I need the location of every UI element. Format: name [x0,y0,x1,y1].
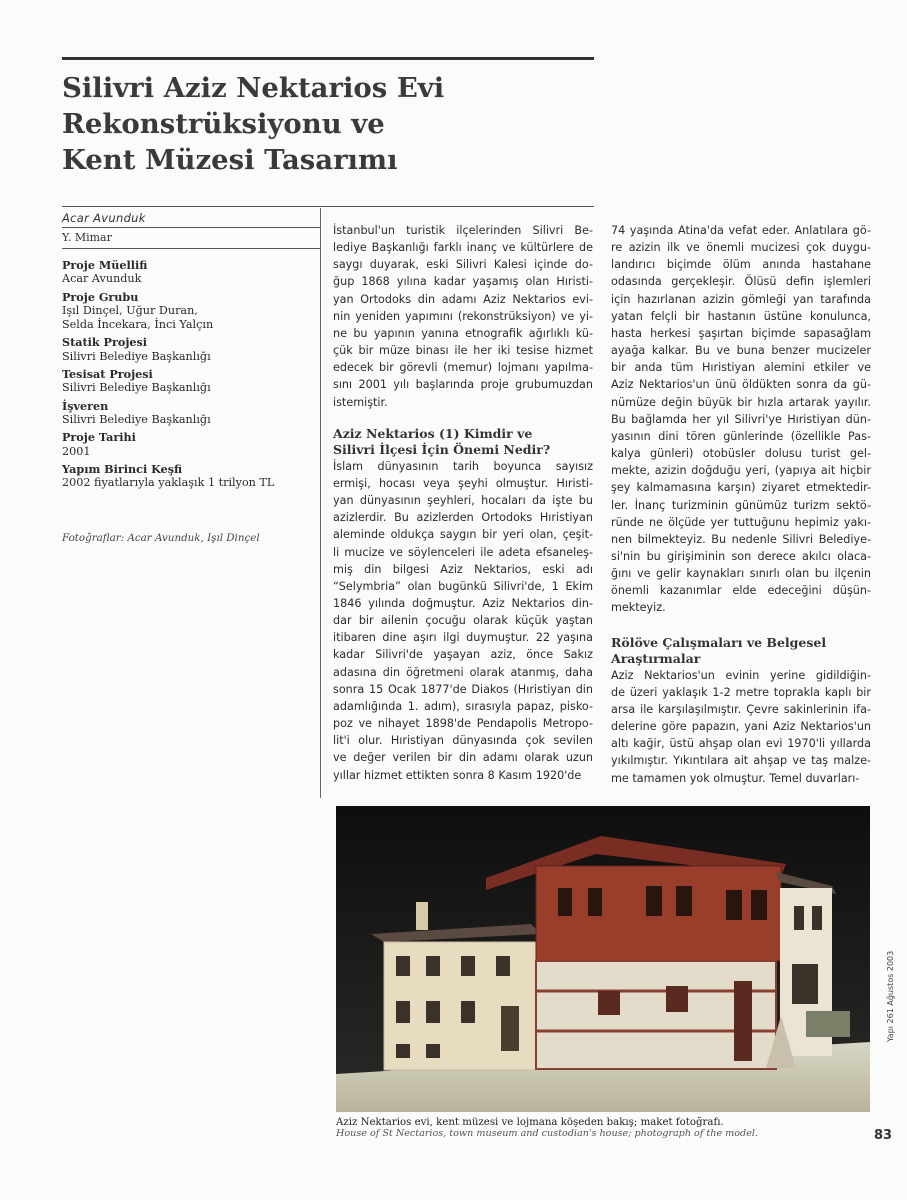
text-line: landırıcı biçimde ölüm anında hastahane [611,258,871,272]
text-line: Bu bağlamda her yıl Silivri'ye Hıristiyan dün- [611,412,871,426]
text-line: 74 yaşında Atina'da vefat eder. Anlatılara gö- [611,224,871,237]
credit-item [62,335,312,364]
text-line: adasına din öğretmeni olarak atanmış, daha [333,665,593,679]
credit-item [62,399,312,428]
text-line: yan dünyasının şeyhleri, hocaları da işte bu [333,494,593,508]
credit-item [62,462,312,491]
photo-credit: Fotoğraflar: Acar Avunduk, Işıl Dinçel [62,532,260,544]
column-divider [320,208,321,798]
role-rule [62,248,320,249]
text-line: odasında gerçekleşir. Ölüsü defin işlemleri [611,275,871,289]
title-line: Kent Müzesi Tasarımı [62,144,398,176]
credit-value: Selda İncekara, İnci Yalçın [62,318,214,332]
text-line: için hazırlanan azizin gömleği yan tarafında [611,292,871,306]
text-line: 1846 yılında doğmuştur. Aziz Nektarios din- [333,596,593,610]
text-line: ve değer verilen bir din adamı olarak uzun [333,751,593,765]
text-line: de üzeri yaklaşık 1-2 metre toprakla kaplı bir [611,685,871,699]
text-line: yıllar hizmet ettikten sonra 8 Kasım 1920'de [333,768,582,782]
text-line: edecek bir görevli (memur) lojmanı yapılma- [333,361,593,375]
text-line: yatan felçli bir hastanın üstüne konulunca, [611,309,871,323]
heading-line: Araştırmalar [611,650,701,666]
intro-paragraph [333,222,593,411]
credit-value: 2002 fiyatlarıyla yaklaşık 1 trilyon TL [62,476,275,490]
text-line: ne bu yapının yanına etnografik ağırlıklı kü- [333,326,593,340]
credit-value: Acar Avunduk [62,272,142,286]
credit-label: Tesisat Projesi [62,367,153,382]
page-number: 83 [874,1128,893,1143]
text-line: çük bir müze binası ile her iki tesise hizmet [333,344,593,358]
section-heading [333,426,593,458]
credit-item [62,430,312,459]
title-line: Silivri Aziz Nektarios Evi [62,72,445,104]
photo-caption [336,1117,876,1139]
credit-label: Proje Tarihi [62,430,136,445]
text-line: altı kağir, üstü ahşap olan evi 1970'li yıllarda [611,737,871,751]
credit-value: Silivri Belediye Başkanlığı [62,412,211,426]
credit-label: Proje Müellifi [62,258,148,272]
text-line: si'nin bu girişiminin son derece akılcı olaca- [611,549,871,563]
title-line: Rekonstrüksiyonu ve [62,108,385,140]
text-line: İslam dünyasının tarih boyunca sayısız [333,459,593,473]
text-line: lediye Başkanlığı farklı inanç ve kültürlere de [333,241,593,255]
text-line: kadar Silivri'de yaşayan aziz, önce Sakız [333,648,593,662]
issue-info: Yapı 261 Ağustos 2003 [886,950,895,1042]
body-paragraph [611,667,871,787]
caption-english: House of St Nectarios, town museum and custodian's house; photograph of the model. [336,1128,758,1139]
text-line: me tamamen yok olmuştur. Temel duvarları- [611,771,860,785]
credit-label: Proje Grubu [62,289,139,304]
text-line: mekteyiz. [611,601,666,615]
text-line: ayağa kalkar. Bu ve buna benzer mucizeler [611,344,871,358]
text-line: lit'i olur. Hıristiyan dünyasında çok sevilen [333,734,593,748]
credit-label: Yapım Birinci Keşfi [62,461,183,476]
text-line: bir anda tüm Hıristiyan alemini etkiler ve [611,361,871,375]
text-line: li mucize ve söylenceleri ile adeta efsaneleş- [333,545,593,559]
text-line: hasta herkesi şaşırtan biçimde sapasağlam [611,326,871,340]
model-photo [336,806,870,1112]
text-line: poz ve nihayet 1898'de Pendapolis Metropo- [333,717,593,731]
text-line: ğup 1868 yılına kadar yaşamış olan Hıristi- [333,275,593,289]
credit-label: Statik Projesi [62,335,148,350]
text-line: yıkılmıştır. Yıkıntılara ait ahşap ve taş malze- [611,754,871,768]
body-paragraph [333,458,593,784]
credit-value: Silivri Belediye Başkanlığı [62,349,211,363]
text-line: istemiştir. [333,395,388,409]
text-line: mekte, azizin doğduğu yeri, (yapıya ait hiçbir [611,464,871,478]
credit-value: Işıl Dinçel, Uğur Duran, [62,303,198,317]
text-line: aleminde oldukça saygın bir yeri olan, çeşit- [333,528,593,542]
text-line: azizlerdir. Bu azizlerden Ortodoks Hıristiyan [333,511,593,525]
caption-turkish: Aziz Nektarios evi, kent müzesi ve lojmana köşeden bakış; maket fotoğrafı. [336,1117,724,1128]
house-model-illustration [336,806,870,1112]
article-title [62,70,582,178]
text-line: ler. İnanç turizminin günümüz turizm sektö- [611,498,871,512]
text-line: şey kalmamasına karşın) ziyaret etmektedir- [611,481,871,495]
text-line: ğını ve gelir kaynakları sınırlı olan bu ilçenin [611,567,871,581]
author-role: Y. Mimar [62,231,112,244]
text-line: Aziz Nektarios'un evinin yerine gidildiğin- [611,668,871,682]
heading-line: Silivri İlçesi İçin Önemi Nedir? [333,441,551,457]
text-line: re azizin ilk ve önemli mucizesi çok duygu- [611,241,871,255]
text-line: ründe ne ölçüde yer tuttuğunu hepimiz yakı- [611,515,871,529]
text-line: Aziz Nektarios'un ünü öldükten sonra da gü- [611,378,871,392]
text-line: miş din bilgesi Aziz Nektarios, eski adı [333,562,593,576]
body-column-2 [611,222,871,787]
text-line: kalya günleri) otobüsler dolusu turist gel- [611,447,871,461]
text-line: dar bir ailenin çocuğu olarak küçük yaştan [333,614,593,628]
credit-item [62,290,312,333]
author-name: Acar Avunduk [62,211,146,225]
project-credits [62,258,312,493]
body-paragraph [611,222,871,617]
text-line: delerine göre papazın, yani Aziz Nektarios'un [611,720,871,734]
text-line: nen bilmekteyiz. Bu nedenle Silivri Belediye- [611,532,871,546]
text-line: “Selymbria” olan bugünkü Silivri'de, 1 Ekim [333,579,593,593]
credit-label: İşveren [62,398,109,413]
text-line: nin yeniden yapımını (rekonstrüksiyon) ve yi- [333,309,593,323]
text-line: İstanbul'un turistik ilçelerinden Silivri Be- [333,224,593,237]
text-line: sonra 15 Ocak 1877'de Diakos (Hıristiyan din [333,682,593,696]
text-line: yasının dini tören günlerinde (özellikle Pas- [611,429,871,443]
credit-value: 2001 [62,444,91,458]
credit-value: Silivri Belediye Başkanlığı [62,381,211,395]
text-line: arsa ile karşılaşılmıştır. Çevre sakinlerinin ifa- [611,702,871,716]
header-rule [62,206,594,207]
top-rule [62,57,594,60]
text-line: sını 2001 yılı başlarında proje grubumuzdan [333,378,593,392]
body-column-1 [333,222,593,784]
text-line: ermişi, hocası veya şeyhi olmuştur. Hıristi- [333,476,593,490]
text-line: adamlığında 1. adım), sırasıyla papaz, pisko- [333,699,593,713]
section-heading [611,635,871,667]
text-line: saygı duyarak, eski Silivri Kalesi içinde do- [333,258,593,272]
heading-line: Aziz Nektarios (1) Kimdir ve [333,425,533,441]
credit-item [62,258,312,287]
heading-line: Rölöve Çalışmaları ve Belgesel [611,634,827,650]
text-line: itibaren dine aşırı ilgi duymuştur. 22 yaşına [333,631,593,645]
text-line: önemli kazanımlar elde edeceğini düşün- [611,584,871,598]
author-rule [62,227,320,228]
text-line: yan Ortodoks din adamı Aziz Nektarios evi- [333,292,593,306]
text-line: nümüze değin büyük bir hızla artarak yayılır. [611,395,871,409]
credit-item [62,367,312,396]
